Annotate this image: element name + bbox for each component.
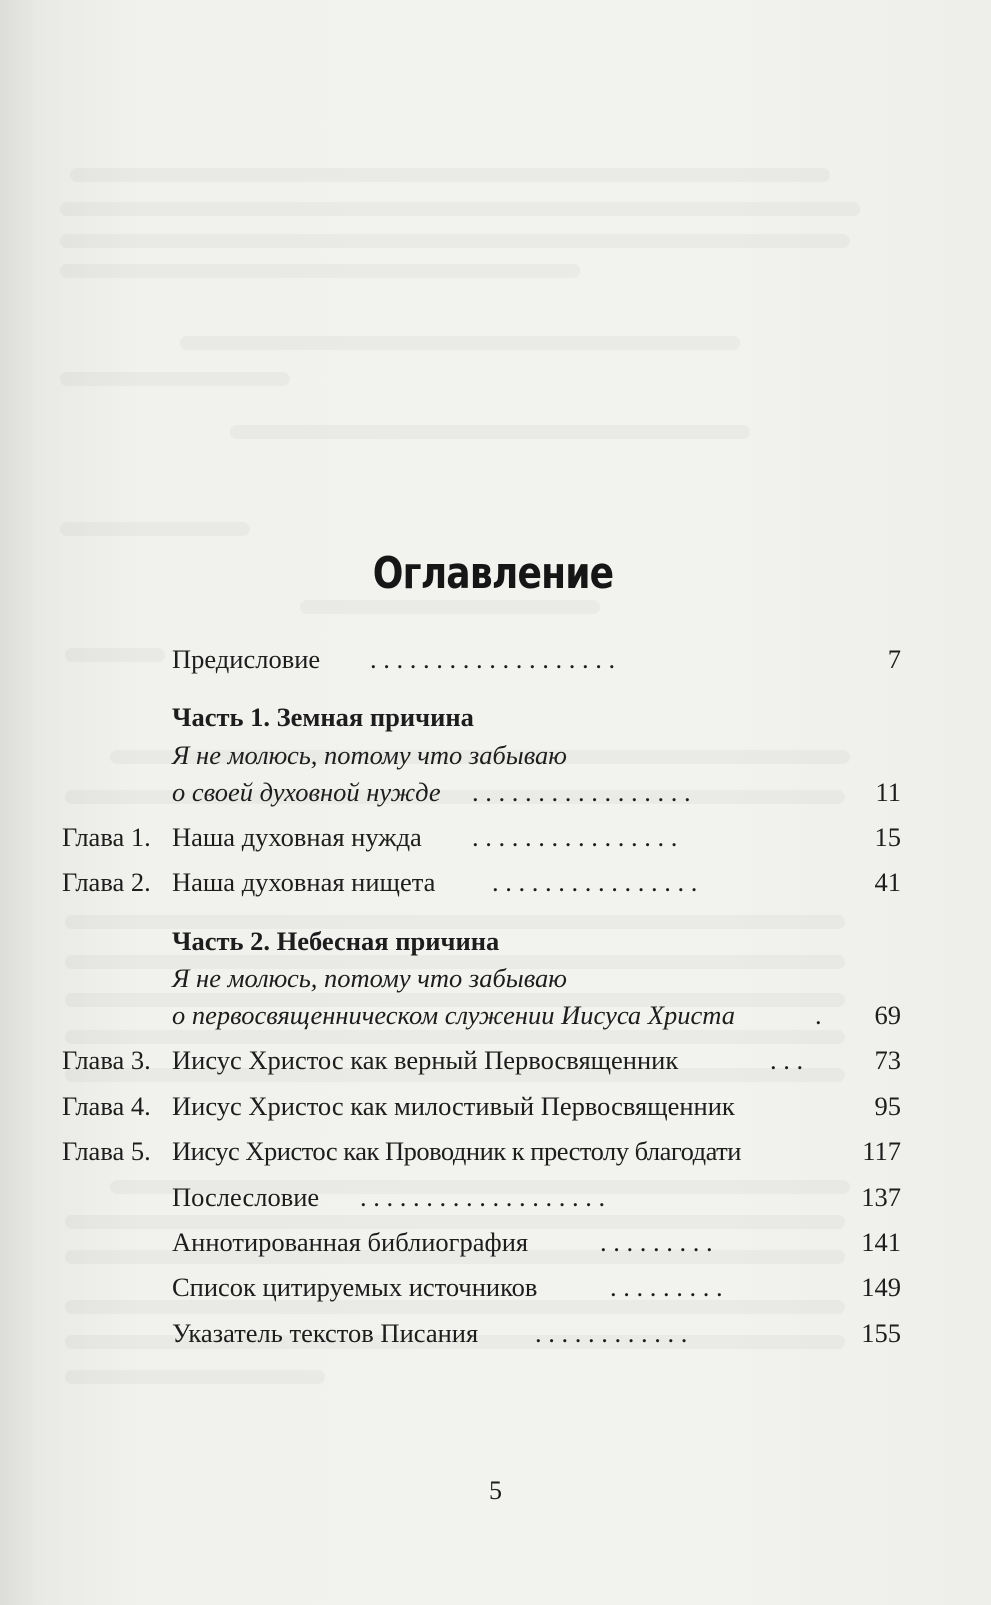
page-title: Оглавление (372, 548, 614, 599)
leader-dots: . . . . . . . . . . . . . . . . (492, 867, 698, 897)
entry-title: Иисус Христос как Проводник к престолу благодати (172, 1136, 741, 1166)
chapter-label: Глава 4. (62, 1091, 151, 1121)
entry-title: Иисус Христос как милостивый Первосвященник (172, 1091, 735, 1121)
entry-title: Наша духовная нищета (172, 867, 436, 897)
page-number: 69 (874, 1000, 901, 1030)
page-number: 137 (861, 1182, 901, 1212)
chapter-label: Глава 2. (62, 867, 151, 897)
leader-dots: . . . . . . . . . . . . (535, 1318, 688, 1348)
chapter-label: Глава 5. (62, 1136, 151, 1166)
page-number: 11 (875, 777, 901, 807)
page-folio-number: 5 (489, 1476, 502, 1505)
page-number: 95 (874, 1091, 901, 1121)
entry-title: Наша духовная нужда (172, 822, 422, 852)
entry-title: Иисус Христос как верный Первосвященник (172, 1045, 679, 1075)
leader-dots: . . . (770, 1045, 804, 1075)
entry-title: Послесловие (172, 1182, 320, 1212)
part-subtitle: Я не молюсь, потому что забываю (172, 740, 567, 770)
entry-title: Аннотированная библиография (172, 1227, 529, 1257)
leader-dots: . . . . . . . . . (600, 1227, 713, 1257)
part-subtitle: Я не молюсь, потому что забываю (172, 963, 567, 993)
chapter-label: Глава 3. (62, 1045, 151, 1075)
leader-dots: . . . . . . . . . . . . . . . . . . . (370, 644, 616, 674)
entry-title: Указатель текстов Писания (172, 1318, 479, 1348)
leader-dots: . . . . . . . . . . . . . . . . (472, 822, 678, 852)
entry-title: Предисловие (172, 644, 321, 674)
leader-dots: . . . . . . . . . . . . . . . . . (472, 777, 691, 807)
page-number: 73 (874, 1045, 901, 1075)
page-number: 15 (874, 822, 901, 852)
page-number: 149 (861, 1272, 901, 1302)
part-heading: Часть 1. Земная причина (172, 702, 474, 732)
part-subtitle: о своей духовной нужде (172, 777, 441, 807)
leader-dots: . (815, 1000, 822, 1030)
page-number: 7 (887, 644, 901, 674)
part-subtitle: о первосвященническом служении Иисуса Христа (172, 1000, 735, 1030)
entry-title: Список цитируемых источников (172, 1272, 538, 1302)
part-heading: Часть 2. Небесная причина (172, 926, 500, 956)
leader-dots: . . . . . . . . . (610, 1272, 723, 1302)
chapter-label: Глава 1. (62, 822, 151, 852)
leader-dots: . . . . . . . . . . . . . . . . . . . (360, 1182, 606, 1212)
page-number: 141 (861, 1227, 901, 1257)
page-number: 155 (861, 1318, 901, 1348)
page-number: 41 (874, 867, 901, 897)
page-number: 117 (862, 1136, 901, 1166)
